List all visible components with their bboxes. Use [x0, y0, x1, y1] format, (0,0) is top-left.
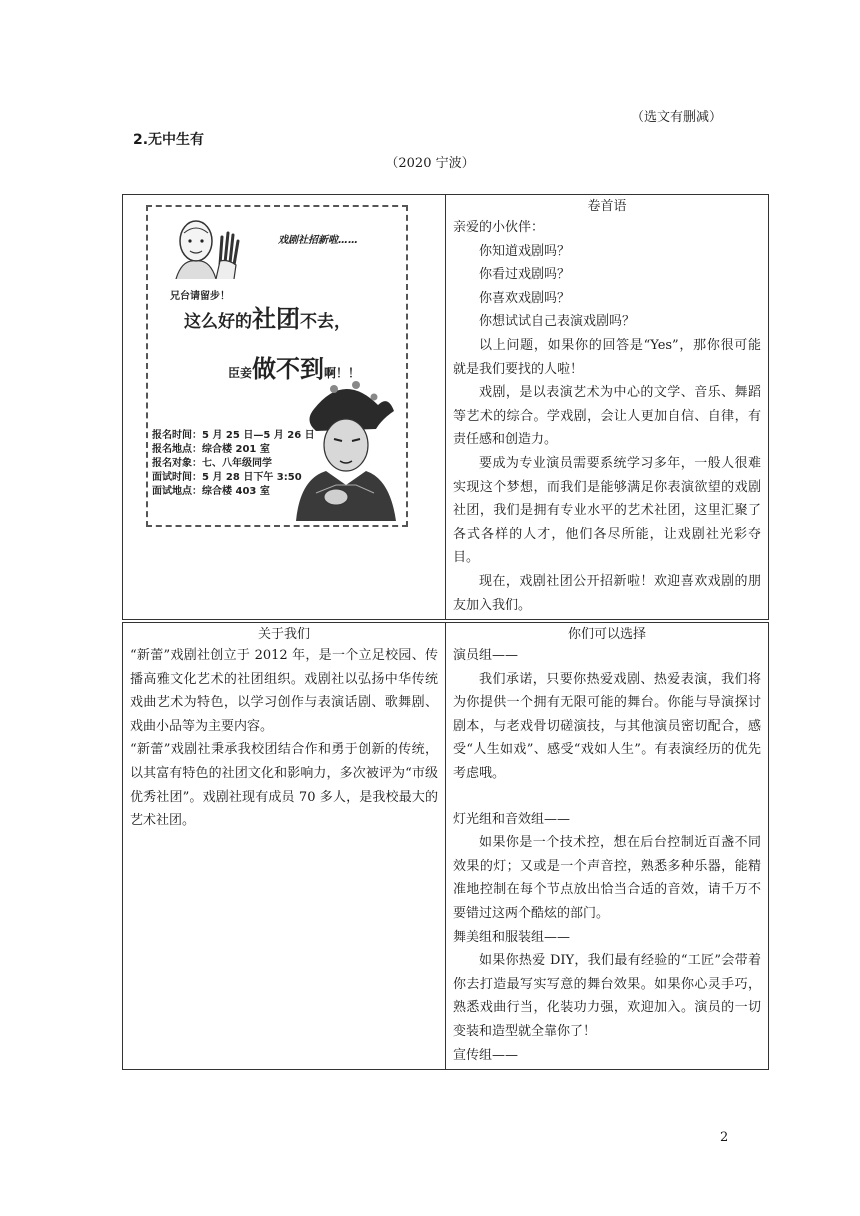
about-cell: [123, 623, 446, 1070]
preface-paragraph: 你想试试自己表演戏剧吗？: [479, 314, 636, 330]
recruitment-poster: [146, 205, 408, 527]
poster-info-line: 面试地点：综合楼 403 室: [152, 486, 270, 497]
preface-paragraph: 你知道戏剧吗？: [479, 243, 571, 259]
poster-cell: [123, 195, 446, 620]
preface-paragraph: 以上问题，如果你的回答是“Yes”，那你很可能就是我们要找的人啦！: [453, 337, 761, 377]
bald-man-figure: [172, 215, 242, 279]
actor-group-text: 我们承诺，只要你热爱戏剧、热爱表演，我们将为你提供一个拥有无限可能的舞台。你能与导演探讨剧本，与老戏骨切磋演技，与其他演员密切配合，感受“人生如戏”、感受“戏如人生”。有表演经历的优先考虑哦。: [453, 671, 761, 781]
poster-info-line: 面试时间：5 月 28 日下午 3:50: [152, 472, 302, 483]
preface-title: 卷首语: [587, 199, 627, 214]
preface-paragraph: 现在，戏剧社团公开招新啦！欢迎喜欢戏剧的朋友加入我们。: [453, 573, 761, 613]
choices-title: 你们可以选择: [567, 627, 646, 642]
about-title: 关于我们: [257, 627, 310, 642]
slogan-part: 这么好的: [184, 312, 252, 332]
slogan-emphasis: 做不到: [252, 355, 325, 383]
actor-group-label: 演员组——: [453, 648, 519, 663]
slogan-part: 啊！！: [324, 366, 361, 380]
stage-costume-group-text: 如果你热爱 DIY，我们最有经验的“工匠”会带着你去打造最写实写意的舞台效果。如果你心灵手巧，熟悉戏曲行当，化装功力强，欢迎加入。演员的一切变装和造型就全靠你了！: [453, 953, 761, 1039]
poster-info-line: 报名时间：5 月 25 日—5 月 26 日: [152, 430, 315, 441]
poster-info-line: 报名对象：七、八年级同学: [152, 458, 272, 469]
preface-paragraph: 要成为专业演员需要系统学习多年，一般人很难实现这个梦想，而我们是能够满足你表演欲望的戏剧社团，我们是拥有专业水平的艺术社团，这里汇聚了各式各样的人才，他们各尽所能，让戏剧社光彩夺目。: [453, 455, 761, 566]
promotion-group-label: 宣传组——: [453, 1047, 519, 1063]
light-sound-group-label: 灯光组和音效组——: [453, 811, 571, 827]
abridged-note: （选文有删减）: [630, 110, 722, 125]
choices-cell: [446, 623, 769, 1070]
section-title: 2.无中生有: [133, 132, 205, 148]
source-label: （2020 宁波）: [385, 156, 475, 171]
preface-paragraph: 你看过戏剧吗？: [479, 267, 571, 283]
poster-headline: 戏剧社招新啦……: [278, 235, 358, 246]
info-table: [122, 622, 769, 1070]
slogan-emphasis: 社团: [252, 305, 300, 333]
preface-paragraph: 戏剧，是以表演艺术为中心的文学、音乐、舞蹈等艺术的综合。学戏剧，会让人更加自信、自律，有责任感和创造力。: [453, 385, 761, 448]
preface-paragraph: 你喜欢戏剧吗？: [479, 290, 571, 306]
preface-greeting: 亲爱的小伙伴：: [453, 220, 545, 235]
poster-stop-text: 兄台请留步！: [170, 291, 230, 302]
poster-table: [122, 194, 769, 620]
preface-cell: [446, 195, 769, 620]
light-sound-group-text: 如果你是一个技术控，想在后台控制近百盏不同效果的灯；又或是一个声音控，熟悉多种乐器，能精准地控制在每个节点放出恰当合适的音效，请千万不要错过这两个酷炫的部门。: [453, 835, 761, 921]
poster-slogan-line1: [184, 299, 351, 334]
poster-info-line: 报名地点：综合楼 201 室: [152, 444, 270, 455]
slogan-part: 臣妾: [228, 366, 253, 380]
about-paragraph: “新蕾”戏剧社创立于 2012 年，是一个立足校园、传播高雅文化艺术的社团组织。戏剧社以弘扬中华传统戏曲艺术为特色，以学习创作与表演话剧、歌舞剧、戏曲小品等为主要内容。: [130, 648, 438, 734]
stage-costume-group-label: 舞美组和服装组——: [453, 929, 571, 945]
poster-info-block: [152, 429, 315, 499]
slogan-part: 不去，: [300, 312, 351, 332]
about-paragraph: “新蕾”戏剧社秉承我校团结合作和勇于创新的传统，以其富有特色的社团文化和影响力，多次被评为“市级优秀社团”。戏剧社现有成员 70 多人，是我校最大的艺术社团。: [130, 742, 438, 829]
page-number: 2: [720, 1130, 729, 1145]
